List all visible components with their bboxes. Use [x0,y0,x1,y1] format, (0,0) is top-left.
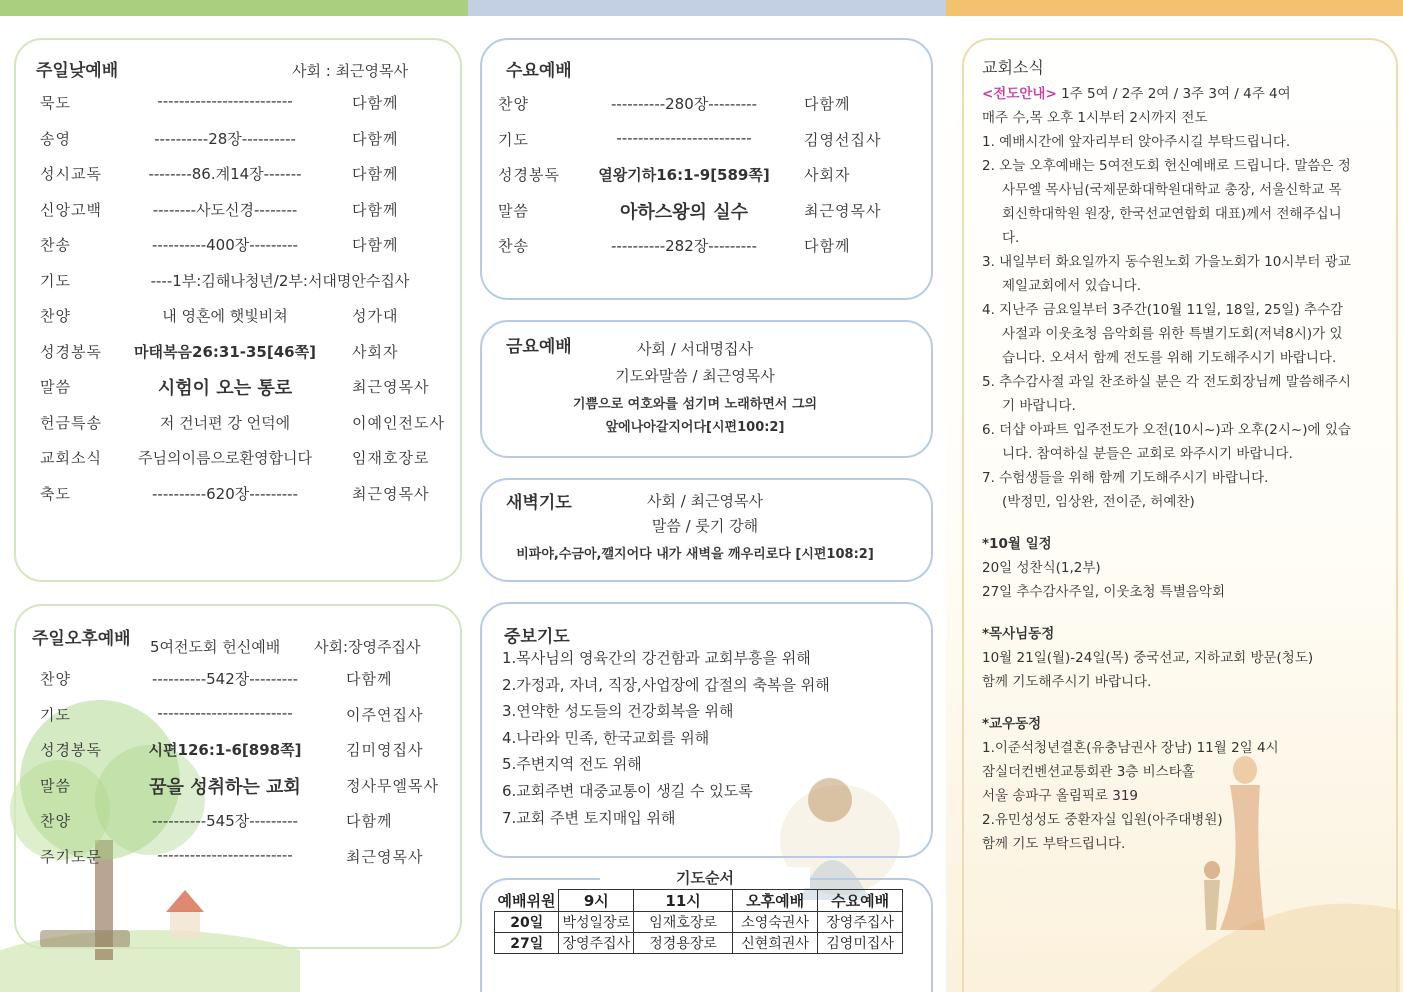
order-label: 주기도문 [40,847,102,866]
top-bar-orange [946,0,1403,16]
order-leader: 사회자 [352,342,399,361]
sunday-afternoon-title: 주일오후예배 [32,629,131,649]
member-news-item: 1.이준석청년결혼(유충남권사 장남) 11월 2일 4시 [982,740,1279,756]
order-leader: 다함께 [352,236,399,254]
intercession-item: 6.교회주변 대중교통이 생길 수 있도록 [502,782,753,800]
church-news [982,56,1352,856]
order-content: ----------280장--------- [611,95,757,113]
order-label: 기도 [40,705,71,724]
pastor-news-item: 10월 21일(월)-24일(목) 중국선교, 지하교회 방문(청도) [982,650,1314,666]
october-schedule-title: *10월 일정 [982,536,1052,552]
intercession-title: 중보기도 [504,627,570,647]
order-content: 저 건너편 강 언덕에 [159,413,291,432]
order-label: 말씀 [498,201,529,220]
order-row [40,199,434,223]
order-content: ----------620장--------- [152,484,298,503]
name-cell: 김영미집사 [818,933,903,954]
order-content: 꿈을 성취하는 교회 [149,776,301,798]
order-leader: 김영선집사 [804,130,882,149]
order-row [498,164,886,188]
order-row [40,668,428,692]
member-news-title: *교우동정 [982,716,1042,732]
pastor-news-title: *목사님동정 [982,626,1055,642]
header-afternoon: 오후예배 [733,890,818,912]
order-content: 열왕기하16:1-9[589쪽] [598,166,770,184]
dawn-presider: 사회 / 최근영목사 [646,492,764,510]
october-schedule-item: 20일 성찬식(1,2부) [982,560,1101,576]
news-item: 4. 지난주 금요일부터 3주간(10월 11일, 18일, 25일) 추수감사절과 이웃초청 음악회를 위한 특별기도회(저녁8시)가 있습니다. 오셔서 함께 전도를 위해 기도해주시기 바랍니다. [982,302,1344,366]
order-leader: 이예인전도사 [352,413,445,432]
news-item: 2. 오늘 오후예배는 5여전도회 헌신예배로 드립니다. 말씀은 정사무엘 목사님(국제문화대학원대학교 총장, 서울신학교 목회신학대학원 원장, 한국선교연합회 대표)께서 전해주십니다. [982,158,1351,246]
order-row [40,128,434,152]
order-label: 말씀 [40,378,71,396]
order-row [40,483,434,507]
order-leader: 최근영목사 [352,484,430,503]
news-title: 교회소식 [982,58,1044,77]
order-label: 찬양 [40,307,71,325]
order-label: 찬양 [40,670,71,688]
order-row [40,739,428,763]
order-row [498,200,886,224]
header-11am: 11시 [634,890,733,912]
name-cell: 신현희권사 [733,933,818,954]
order-leader: 다함께 [352,165,399,183]
order-leader: 다함께 [352,129,399,148]
order-label: 헌금특송 [40,413,102,432]
date-cell: 27일 [495,933,559,954]
member-news-item: 서울 송파구 올림픽로 319 [982,788,1139,804]
order-leader: 사회자 [804,166,851,184]
order-label: 찬양 [40,812,71,830]
order-row [40,270,434,294]
order-leader: 최근영목사 [804,201,882,220]
intercession-item: 7.교회 주변 토지매입 위해 [502,808,676,827]
order-leader: 정사무엘목사 [346,776,439,795]
evangelism-groups: 1주 5여 / 2주 2여 / 3주 3여 / 4주 4여 [1056,86,1291,102]
order-content: ----------542장--------- [152,670,298,688]
order-label: 기도 [40,271,71,290]
order-label: 기도 [498,130,529,149]
wednesday-title: 수요예배 [506,61,572,81]
friday-verse-2: 앞에나아갈지어다[시편100:2] [605,420,785,435]
friday-title: 금요예배 [506,337,572,357]
order-label: 성경봉독 [498,166,560,184]
order-label: 성경봉독 [40,342,102,361]
order-row [498,129,886,153]
header-wednesday: 수요예배 [818,890,903,912]
order-content: ----------28장---------- [154,129,296,148]
order-row [40,92,434,116]
order-content: 내 영혼에 햇빛비쳐 [162,307,288,325]
prayer-order-row [495,933,903,954]
evangelism-info [982,82,1352,106]
news-item: 1. 예배시간에 앞자리부터 앉아주시길 부탁드립니다. [982,134,1291,150]
sunday-morning-presider: 사회 : 최근영목사 [292,62,409,80]
name-cell: 임재호장로 [634,912,733,933]
order-label: 찬양 [498,95,529,113]
news-item: 6. 더샵 아파트 입주전도가 오전(10시~)과 오후(2시~)에 있습니다. 참여하실 분들은 교회로 와주시기 바랍니다. [982,422,1351,462]
order-row [498,93,886,117]
name-cell: 정경용장로 [634,933,733,954]
order-leader: 다함께 [346,812,393,830]
order-label: 찬송 [498,237,529,255]
pastor-news-item: 함께 기도해주시기 바랍니다. [982,674,1152,690]
member-news-item: 2.유민성성도 중환자실 입원(아주대병원) [982,812,1223,828]
date-cell: 20일 [495,912,559,933]
name-cell: 박성일장로 [559,912,634,933]
order-content: --------사도신경-------- [152,200,298,219]
news-item: 7. 수험생들을 위해 함께 기도해주시기 바랍니다. [982,470,1269,486]
order-leader: 김미영집사 [346,741,424,759]
friday-presider: 사회 / 서대명집사 [636,340,754,358]
name-cell: 소영숙권사 [733,912,818,933]
order-content: 아하스왕의 실수 [620,201,748,223]
top-bar-blue [468,0,946,16]
order-content: 시편126:1-6[898쪽] [148,741,302,759]
evangelism-schedule: 매주 수,목 오후 1시부터 2시까지 전도 [982,110,1208,126]
order-row [40,810,428,834]
news-item: 3. 내일부터 화요일까지 동수원노회 가을노회가 10시부터 광교제일교회에서 있습니다. [982,254,1351,294]
october-schedule-item: 27일 추수감사주일, 이웃초청 특별음악회 [982,584,1225,600]
intercession-item: 1.목사님의 영육간의 강건함과 교회부흥을 위해 [502,649,811,667]
order-content: ------------------------- [157,92,293,110]
order-leader: 최근영목사 [352,378,430,396]
order-row [40,775,439,799]
order-row [40,163,434,187]
order-label: 교회소식 [40,449,102,467]
order-label: 성경봉독 [40,741,102,759]
order-leader: 다함께 [352,200,399,219]
order-row [498,235,886,259]
order-leader: 임재호장로 [352,449,430,467]
member-news-item: 잠실더컨벤션교통회관 3층 비스타홀 [982,764,1195,780]
order-row [40,846,428,870]
order-label: 말씀 [40,776,71,795]
order-content: --------86.계14장------- [148,165,302,183]
order-leader: 최근영목사 [346,847,424,866]
order-content: ------------------------- [157,703,293,722]
friday-sermon: 기도와말씀 / 최근영목사 [615,367,775,385]
member-news-item: 함께 기도 부탁드립니다. [982,836,1126,852]
top-bar-green [0,0,468,16]
order-label: 송영 [40,129,71,148]
evangelism-tag: <전도안내> [982,86,1057,102]
order-leader: 다함께 [352,94,399,112]
dawn-verse: 비파야,수금아,깰지어다 내가 새벽을 깨우리로다 [시편108:2] [516,547,874,562]
order-leader: 다함께 [804,237,851,255]
order-row [40,234,434,258]
news-item: 5. 추수감사절 과일 찬조하실 분은 각 전도회장님께 말씀해주시기 바랍니다. [982,374,1351,414]
name-cell: 장영주집사 [818,912,903,933]
order-row [40,376,434,400]
dawn-title: 새벽기도 [506,493,572,513]
dawn-sermon: 말씀 / 룻기 강해 [651,517,759,535]
order-row [40,412,445,436]
order-content: ----------400장--------- [152,236,298,254]
prayer-order-row [495,912,903,933]
order-label: 묵도 [40,94,71,112]
order-content: 시험이 오는 통로 [157,378,293,399]
sunday-morning-title: 주일낮예배 [36,61,119,81]
order-content: ----------282장--------- [611,237,757,255]
order-label: 신앙고백 [40,200,102,219]
order-label: 축도 [40,484,71,503]
order-content: ------------------------- [616,128,752,147]
prayer-order-table [494,889,903,954]
order-content: ----1부:김해나청년/2부:서대명안수집사 [150,271,410,290]
order-label: 찬송 [40,236,71,254]
order-row [40,704,428,728]
news-item-names: (박정민, 임상완, 전이준, 허예찬) [1002,494,1195,510]
order-content: ----------545장--------- [152,812,298,830]
order-row [40,305,434,329]
order-leader: 다함께 [804,95,851,113]
intercession-item: 5.주변지역 전도 위해 [502,755,642,774]
name-cell: 장영주집사 [559,933,634,954]
intercession-item: 3.연약한 성도들의 건강회복을 위해 [502,702,734,721]
header-committee: 예배위원 [495,890,559,912]
order-content: ------------------------- [157,845,293,864]
order-content: 마태복음26:31-35[46쪽] [134,342,316,361]
order-label: 성시교독 [40,165,102,183]
order-leader: 이주연집사 [346,705,424,724]
sunday-afternoon-presider: 사회:장영주집사 [314,638,421,656]
intercession-item: 2.가정과, 자녀, 직장,사업장에 갑절의 축복을 위해 [502,675,830,694]
prayer-order-title: 기도순서 [600,867,810,888]
order-row [40,447,434,471]
order-content: 주님의이름으로환영합니다 [138,449,312,467]
prayer-order-header-row [495,890,903,912]
order-row [40,341,434,365]
order-leader: 다함께 [346,670,393,688]
intercession-item: 4.나라와 민족, 한국교회를 위해 [502,728,710,747]
sunday-afternoon-subtitle: 5여전도회 헌신예배 [150,638,281,656]
order-leader: 성가대 [352,307,399,325]
friday-verse-1: 기쁨으로 여호와를 섬기며 노래하면서 그의 [572,397,818,412]
header-9am: 9시 [559,890,634,912]
